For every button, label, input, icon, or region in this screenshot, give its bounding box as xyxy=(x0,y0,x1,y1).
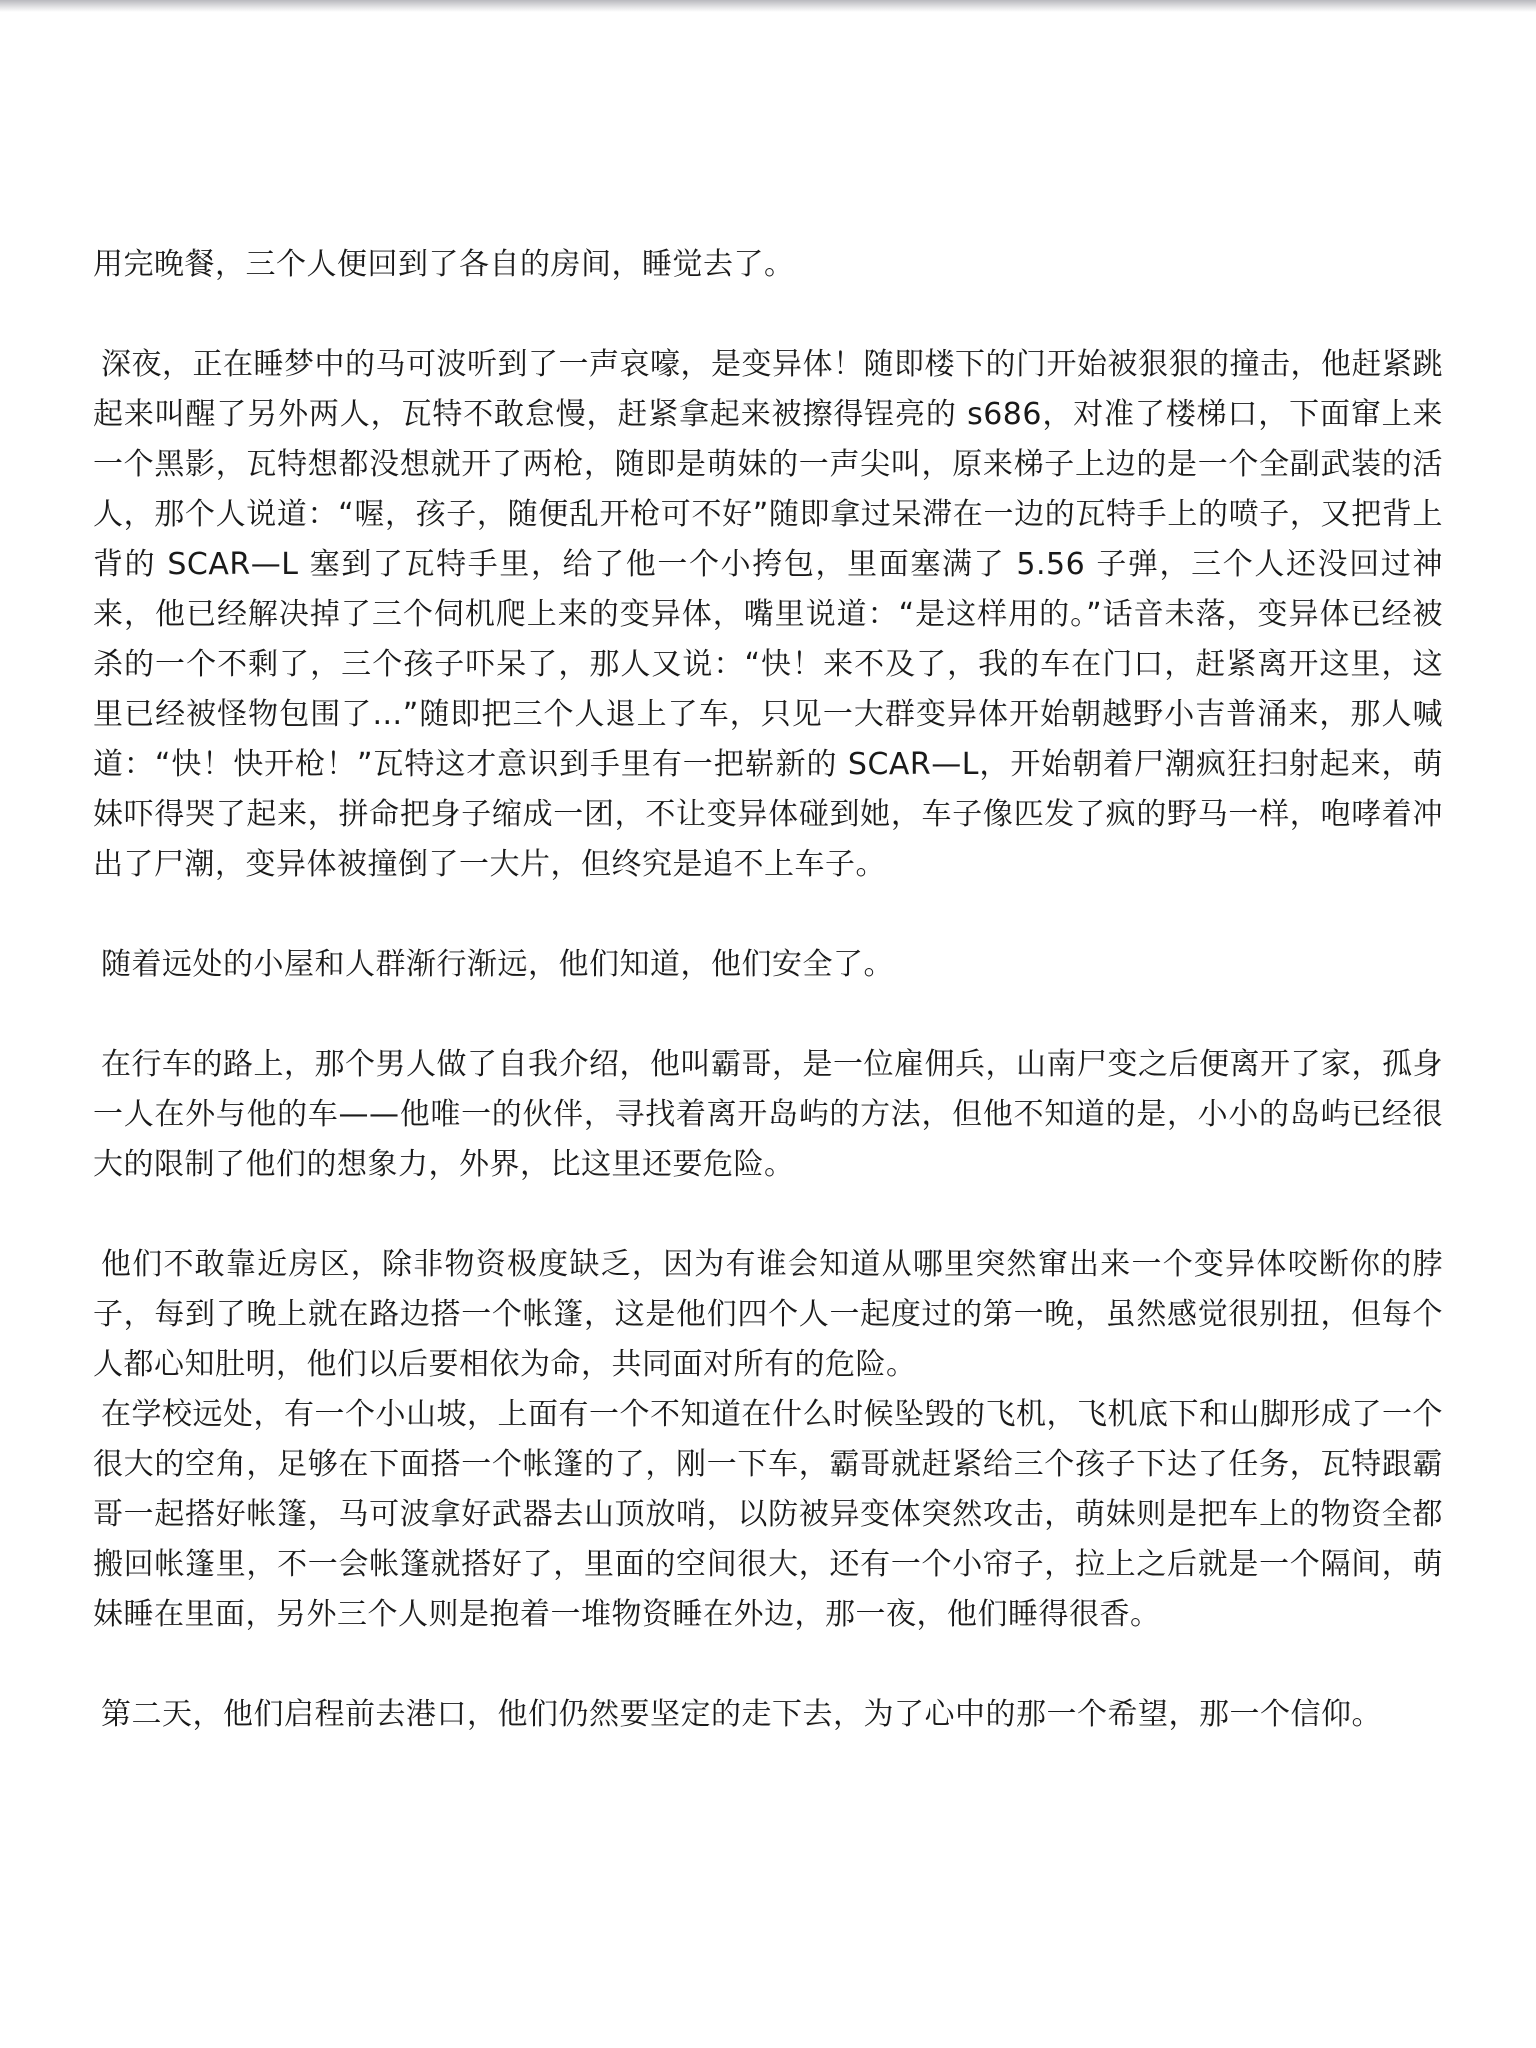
paragraph-6: 在学校远处，有一个小山坡，上面有一个不知道在什么时候坠毁的飞机，飞机底下和山脚形成了一个很大的空角，足够在下面搭一个帐篷的了，刚一下车，霸哥就赶紧给三个孩子下达了任务，瓦特跟霸哥一起搭好帐篷，马可波拿好武器去山顶放哨，以防被异变体突然攻击，萌妹则是把车上的物资全都搬回帐篷里，不一会帐篷就搭好了，里面的空间很大，还有一个小帘子，拉上之后就是一个隔间，萌妹睡在里面，另外三个人则是抱着一堆物资睡在外边，那一夜，他们睡得很香。 xyxy=(93,1397,1443,1632)
paragraph-7: 第二天，他们启程前去港口，他们仍然要坚定的走下去，为了心中的那一个希望，那一个信仰。 xyxy=(101,1697,1382,1732)
top-shadow-bar xyxy=(0,0,1536,12)
document-page xyxy=(93,240,1443,1740)
paragraph-3: 随着远处的小屋和人群渐行渐远，他们知道，他们安全了。 xyxy=(101,947,894,982)
paragraph-1: 用完晚餐，三个人便回到了各自的房间，睡觉去了。 xyxy=(93,247,795,282)
paragraph-4: 在行车的路上，那个男人做了自我介绍，他叫霸哥，是一位雇佣兵，山南尸变之后便离开了家，孤身一人在外与他的车——他唯一的伙伴，寻找着离开岛屿的方法，但他不知道的是，小小的岛屿已经很大的限制了他们的想象力，外界，比这里还要危险。 xyxy=(93,1047,1443,1182)
paragraph-2: 深夜，正在睡梦中的马可波听到了一声哀嚎，是变异体！随即楼下的门开始被狠狠的撞击，他赶紧跳起来叫醒了另外两人，瓦特不敢怠慢，赶紧拿起来被擦得锃亮的 s686，对准了楼梯口，下面窜上来一个黑影，瓦特想都没想就开了两枪，随即是萌妹的一声尖叫，原来梯子上边的是一个全副武装的活人，那个人说道：“喔，孩子，随便乱开枪可不好”随即拿过呆滞在一边的瓦特手上的喷子，又把背上背的 SCAR—L 塞到了瓦特手里，给了他一个小挎包，里面塞满了 5.56 子弹，三个人还没回过神来，他已经解决掉了三个伺机爬上来的变异体，嘴里说道：“是这样用的。”话音未落，变异体已经被杀的一个不剩了，三个孩子吓呆了，那人又说：“快！来不及了，我的车在门口，赶紧离开这里，这里已经被怪物包围了…”随即把三个人退上了车，只见一大群变异体开始朝越野小吉普涌来，那人喊道：“快！快开枪！”瓦特这才意识到手里有一把崭新的 SCAR—L，开始朝着尸潮疯狂扫射起来，萌妹吓得哭了起来，拼命把身子缩成一团，不让变异体碰到她，车子像匹发了疯的野马一样，咆哮着冲出了尸潮，变异体被撞倒了一大片，但终究是追不上车子。 xyxy=(93,347,1443,882)
paragraph-5: 他们不敢靠近房区，除非物资极度缺乏，因为有谁会知道从哪里突然窜出来一个变异体咬断你的脖子，每到了晚上就在路边搭一个帐篷，这是他们四个人一起度过的第一晚，虽然感觉很别扭，但每个人都心知肚明，他们以后要相依为命，共同面对所有的危险。 xyxy=(93,1247,1443,1382)
